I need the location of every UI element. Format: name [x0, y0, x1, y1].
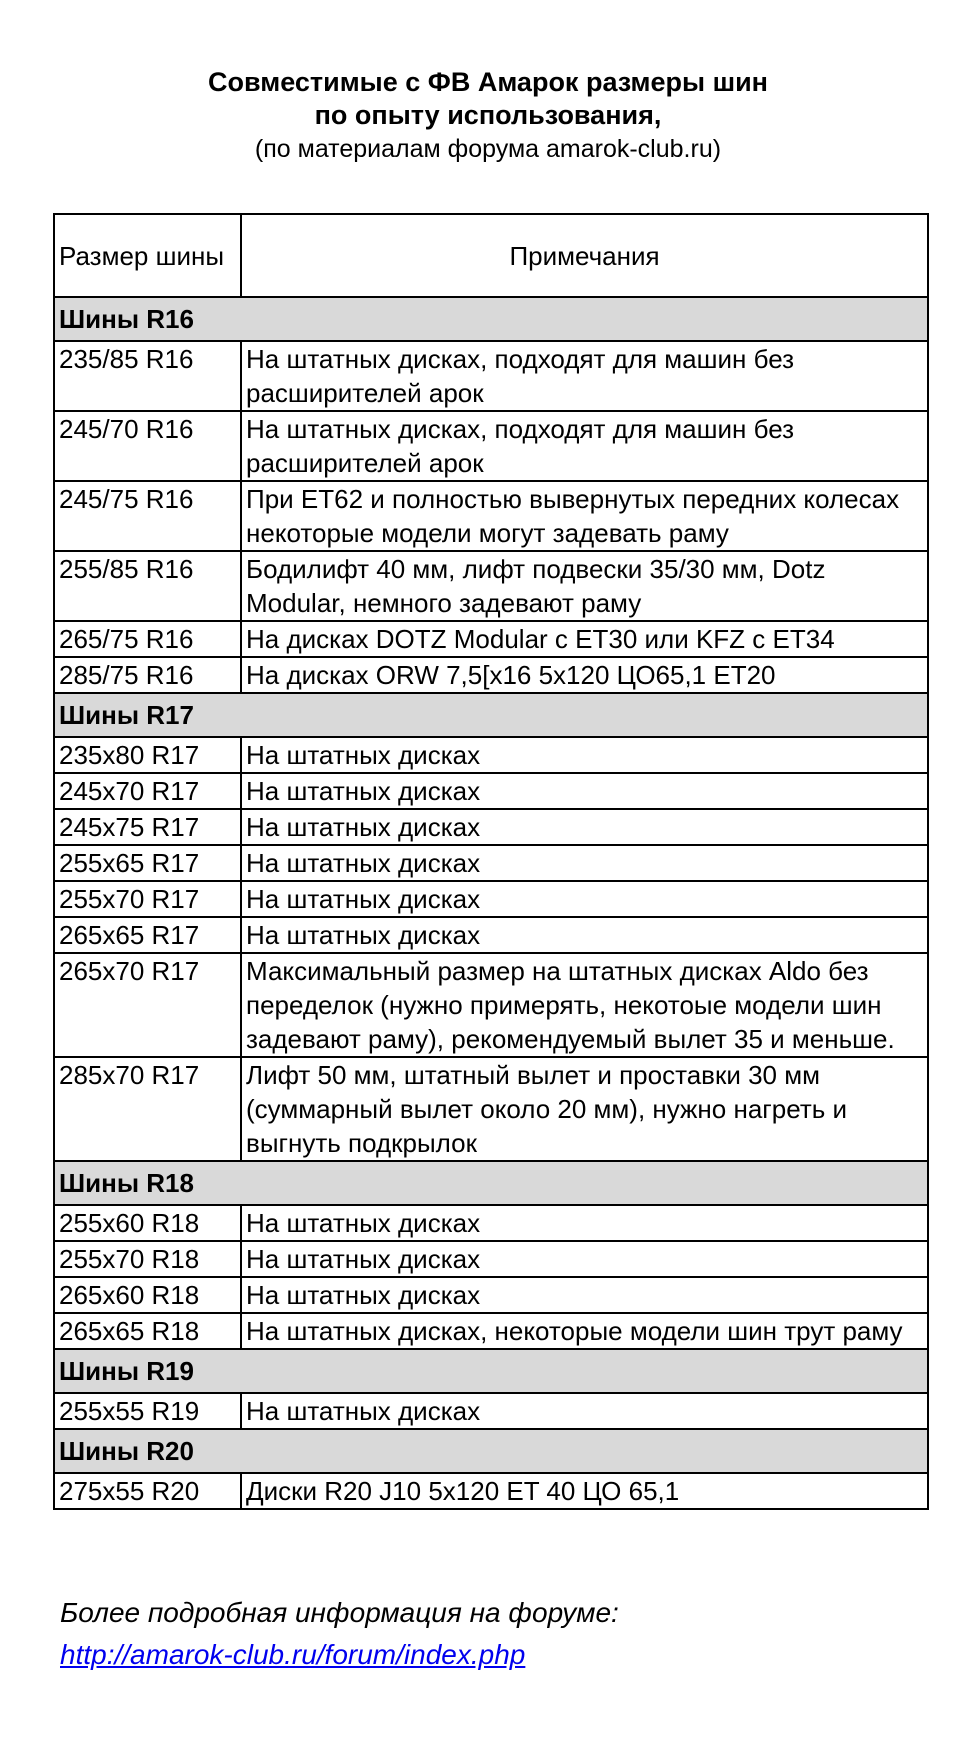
tire-note-cell: На штатных дисках: [241, 1205, 928, 1241]
table-row: [54, 809, 928, 845]
table-header-row: [54, 214, 928, 297]
tire-size-cell: 255x60 R18: [54, 1205, 241, 1241]
table-row: [54, 881, 928, 917]
tire-note-cell: На штатных дисках: [241, 773, 928, 809]
tire-note-cell: На штатных дисках, подходят для машин без расширителей арок: [241, 341, 928, 411]
section-row: [54, 297, 928, 341]
tire-size-cell: 245/75 R16: [54, 481, 241, 551]
tire-note-cell: На дисках ORW 7,5[x16 5x120 ЦО65,1 ET20: [241, 657, 928, 693]
footer: [60, 1592, 619, 1676]
tire-note-cell: На дисках DOTZ Modular с ET30 или KFZ с ET34: [241, 621, 928, 657]
table-row: [54, 1393, 928, 1429]
tire-size-cell: 245x70 R17: [54, 773, 241, 809]
tire-sizes-table: [53, 213, 929, 1510]
forum-link[interactable]: http://amarok-club.ru/forum/index.php: [60, 1639, 526, 1670]
section-label: Шины R19: [54, 1349, 928, 1393]
tire-size-cell: 275x55 R20: [54, 1473, 241, 1509]
table-row: [54, 621, 928, 657]
tire-note-cell: На штатных дисках: [241, 809, 928, 845]
tire-size-cell: 255/85 R16: [54, 551, 241, 621]
table-row: [54, 341, 928, 411]
table-row: [54, 737, 928, 773]
section-row: [54, 1161, 928, 1205]
tire-note-cell: На штатных дисках: [241, 1277, 928, 1313]
section-row: [54, 1349, 928, 1393]
tire-note-cell: Лифт 50 мм, штатный вылет и проставки 30 мм (суммарный вылет около 20 мм), нужно нагреть и выгнуть подкрылок: [241, 1057, 928, 1161]
tire-size-cell: 285/75 R16: [54, 657, 241, 693]
table-row: [54, 1473, 928, 1509]
table-row: [54, 657, 928, 693]
tire-size-cell: 245x75 R17: [54, 809, 241, 845]
table-row: [54, 773, 928, 809]
table-row: [54, 1205, 928, 1241]
tire-size-cell: 285x70 R17: [54, 1057, 241, 1161]
tire-size-cell: 265/75 R16: [54, 621, 241, 657]
table-row: [54, 1241, 928, 1277]
tire-size-cell: 255x70 R17: [54, 881, 241, 917]
section-row: [54, 693, 928, 737]
tire-size-cell: 235/85 R16: [54, 341, 241, 411]
tire-size-cell: 265x65 R18: [54, 1313, 241, 1349]
tire-size-cell: 265x70 R17: [54, 953, 241, 1057]
tire-size-cell: 235x80 R17: [54, 737, 241, 773]
header-size: Размер шины: [54, 214, 241, 297]
tire-size-cell: 255x70 R18: [54, 1241, 241, 1277]
table-row: [54, 551, 928, 621]
table-row: [54, 411, 928, 481]
section-label: Шины R20: [54, 1429, 928, 1473]
section-label: Шины R16: [54, 297, 928, 341]
tire-note-cell: Диски R20 J10 5x120 ET 40 ЦО 65,1: [241, 1473, 928, 1509]
tire-size-cell: 255x55 R19: [54, 1393, 241, 1429]
tire-note-cell: На штатных дисках: [241, 1393, 928, 1429]
footer-text: Более подробная информация на форуме:: [60, 1597, 619, 1628]
table-row: [54, 1313, 928, 1349]
tire-note-cell: На штатных дисках, некоторые модели шин трут раму: [241, 1313, 928, 1349]
tire-note-cell: На штатных дисках: [241, 1241, 928, 1277]
tire-size-cell: 265x65 R17: [54, 917, 241, 953]
table-row: [54, 953, 928, 1057]
tire-size-cell: 265x60 R18: [54, 1277, 241, 1313]
table-row: [54, 481, 928, 551]
document-title: Совместимые с ФВ Амарок размеры шин: [208, 67, 768, 97]
section-label: Шины R18: [54, 1161, 928, 1205]
tire-note-cell: На штатных дисках, подходят для машин без расширителей арок: [241, 411, 928, 481]
section-row: [54, 1429, 928, 1473]
document-subtitle: (по материалам форума amarok-club.ru): [254, 135, 722, 163]
tire-note-cell: На штатных дисках: [241, 917, 928, 953]
tire-size-cell: 245/70 R16: [54, 411, 241, 481]
table-row: [54, 845, 928, 881]
table-row: [54, 1277, 928, 1313]
tire-note-cell: Бодилифт 40 мм, лифт подвески 35/30 мм, Dotz Modular, немного задевают раму: [241, 551, 928, 621]
header-notes: Примечания: [241, 214, 928, 297]
tire-size-cell: 255x65 R17: [54, 845, 241, 881]
tire-note-cell: На штатных дисках: [241, 881, 928, 917]
tire-note-cell: На штатных дисках: [241, 737, 928, 773]
document-title-line2: по опыту использования,: [314, 100, 662, 130]
tire-note-cell: На штатных дисках: [241, 845, 928, 881]
document-title-block: [0, 66, 976, 167]
table-row: [54, 917, 928, 953]
tire-note-cell: При ET62 и полностью вывернутых передних колесах некоторые модели могут задевать раму: [241, 481, 928, 551]
tire-note-cell: Максимальный размер на штатных дисках Aldo без переделок (нужно примерять, некотоые модели шин задевают раму), рекомендуемый вылет 35 и меньше.: [241, 953, 928, 1057]
table-row: [54, 1057, 928, 1161]
section-label: Шины R17: [54, 693, 928, 737]
